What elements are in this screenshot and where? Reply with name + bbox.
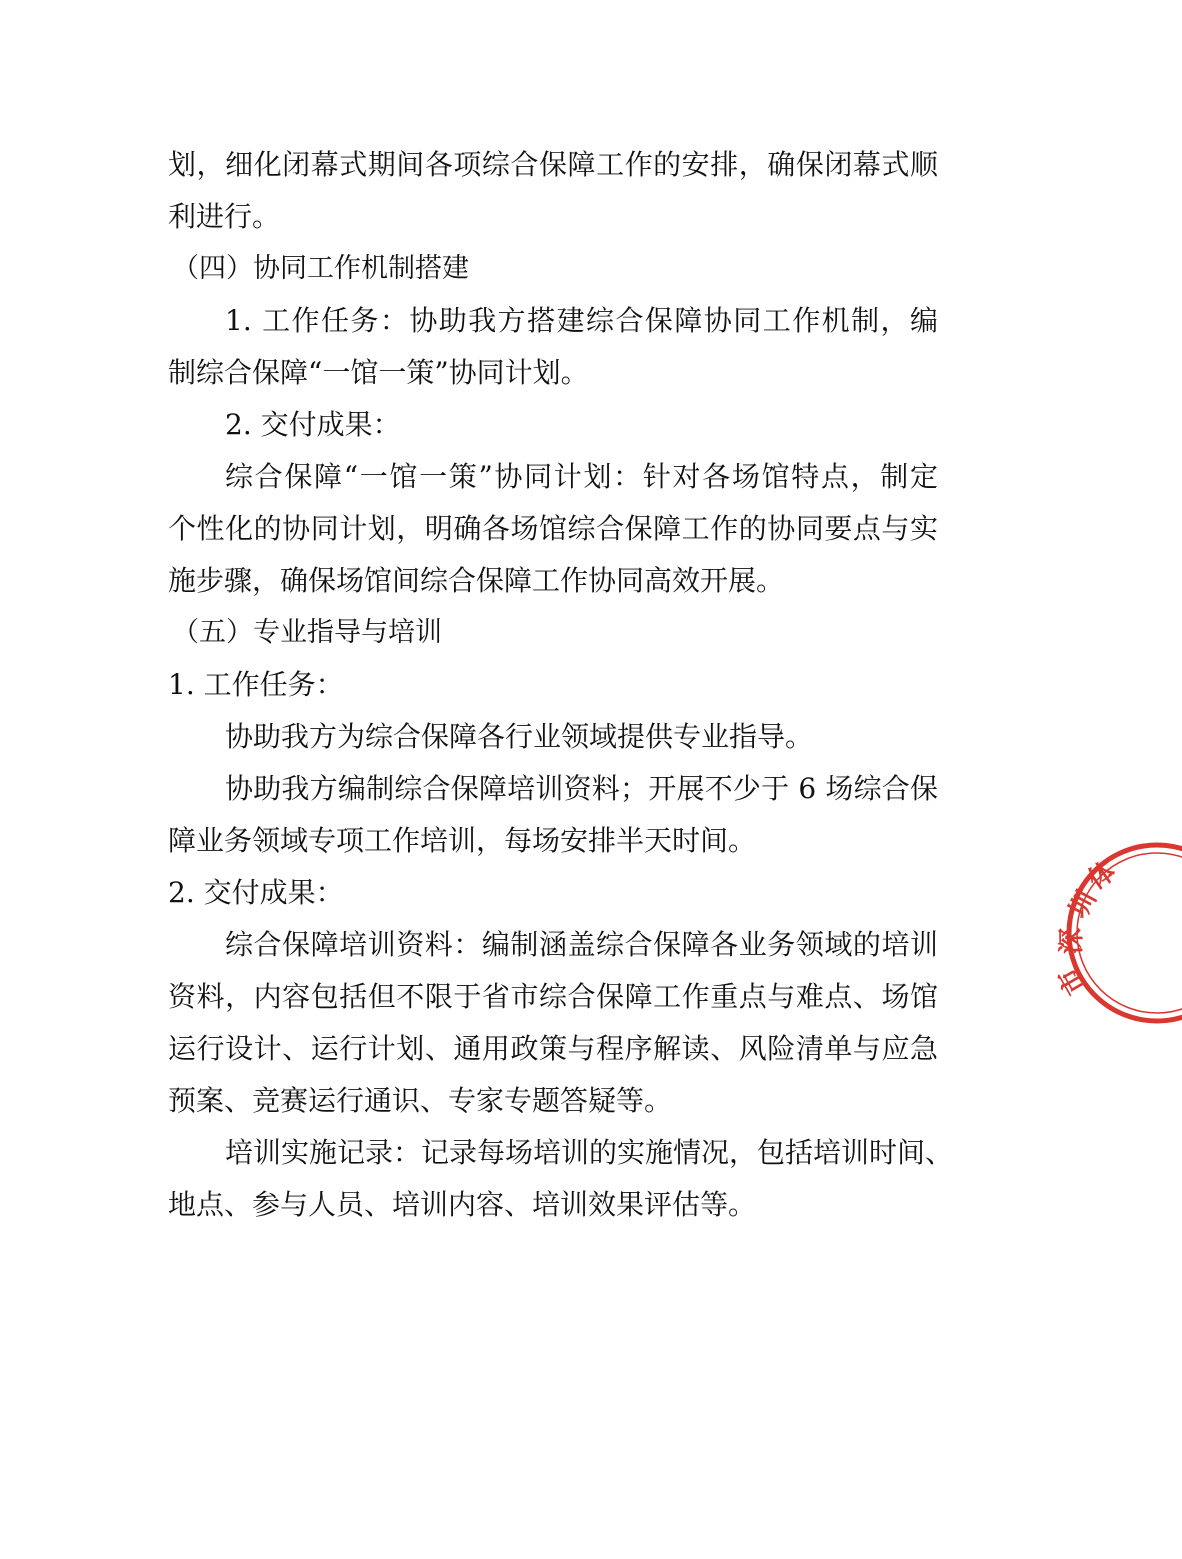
paragraph-line: 地点、参与人员、培训内容、培训效果评估等。 [168,1188,757,1221]
paragraph-line: 协助我方为综合保障各行业领域提供专业指导。 [225,720,814,753]
paragraph-line: 个性化的协同计划，明确各场馆综合保障工作的协同要点与实 [168,512,938,545]
paragraph-line: 综合保障“一馆一策”协同计划：针对各场馆特点，制定 [225,460,938,493]
paragraph-line: 制综合保障“一馆一策”协同计划。 [168,356,589,389]
paragraph-line: 综合保障培训资料：编制涵盖综合保障各业务领域的培训 [225,928,938,961]
svg-text:深: 深 [1057,927,1087,954]
paragraph-line: 划，细化闭幕式期间各项综合保障工作的安排，确保闭幕式顺 [168,148,938,181]
paragraph-line: 培训实施记录：记录每场培训的实施情况，包括培训时间、 [225,1136,954,1169]
paragraph-line: 障业务领域专项工作培训，每场安排半天时间。 [168,824,757,857]
paragraph-line: 资料，内容包括但不限于省市综合保障工作重点与难点、场馆 [168,980,938,1013]
document-body [168,139,954,1231]
paragraph-line: 协助我方编制综合保障培训资料；开展不少于 6 场综合保 [225,772,938,805]
paragraph-line: 运行设计、运行计划、通用政策与程序解读、风险清单与应急 [168,1032,938,1065]
svg-text:市: 市 [1053,961,1093,1000]
paragraph-line: 1. 工作任务：协助我方搭建综合保障协同工作机制，编 [225,304,938,337]
paragraph-line: 利进行。 [168,200,281,233]
section-heading: （五）专业指导与培训 [172,617,442,648]
paragraph-line: 预案、竞赛运行通识、专家专题答疑等。 [168,1084,673,1117]
svg-text:圳: 圳 [1063,886,1103,924]
paragraph-line: 2. 交付成果： [168,876,344,909]
svg-text:体: 体 [1082,856,1122,896]
paragraph-line: 2. 交付成果： [225,408,401,441]
paragraph-line: 施步骤，确保场馆间综合保障工作协同高效开展。 [168,564,785,597]
section-heading: （四）协同工作机制搭建 [172,253,469,284]
paragraph-line: 1. 工作任务： [168,668,344,701]
red-seal-stamp-icon [1053,838,1182,1028]
